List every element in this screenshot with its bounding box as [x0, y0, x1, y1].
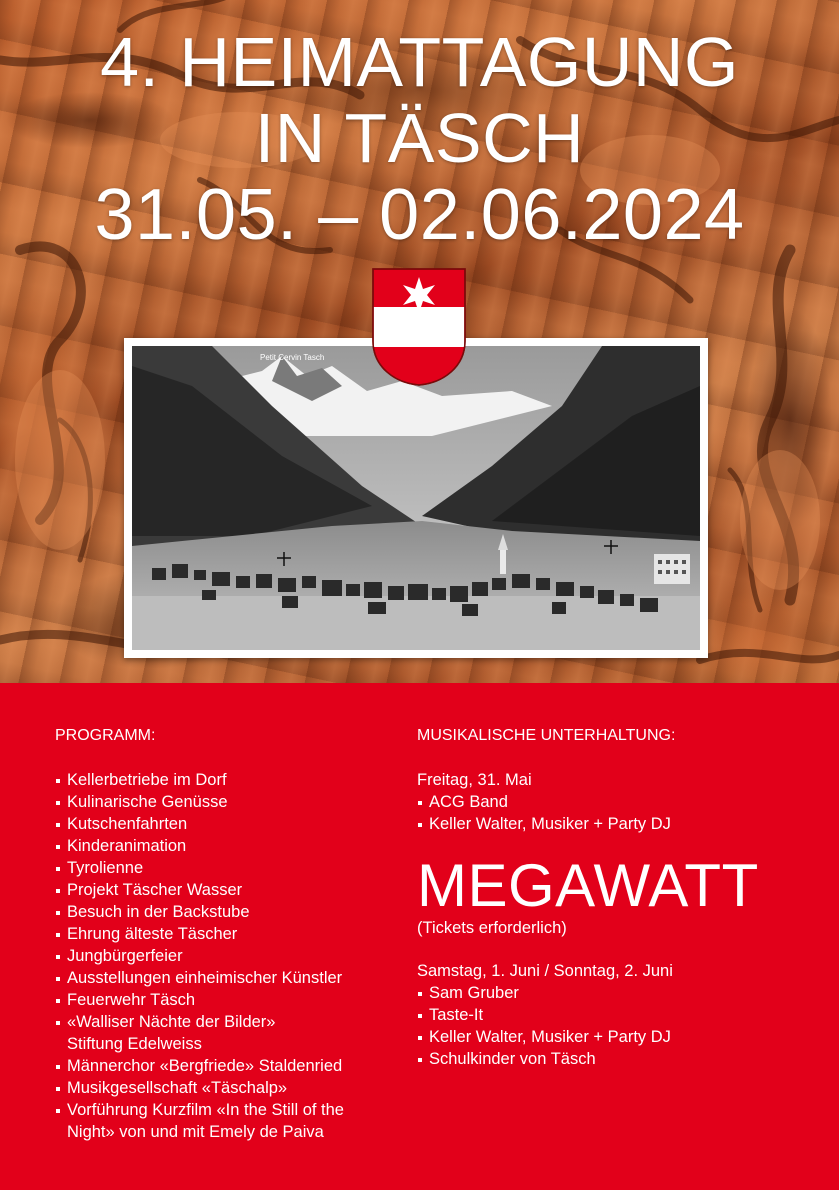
title-line-2: IN TÄSCH	[254, 99, 585, 177]
title-line-1: 4. HEIMATTAGUNG	[100, 23, 739, 101]
list-item: Männerchor «Bergfriede» Staldenried	[55, 1055, 344, 1077]
list-item: Tyrolienne	[55, 857, 344, 879]
program-heading: PROGRAMM:	[55, 727, 156, 744]
program-panel	[0, 683, 839, 1190]
event-dates: 31.05. – 02.06.2024	[94, 175, 745, 255]
list-item-continuation: Stiftung Edelweiss	[67, 1035, 202, 1053]
list-item: Jungbürgerfeier	[55, 945, 344, 967]
village-photo-illustration	[132, 346, 700, 650]
list-item: Ehrung älteste Täscher	[55, 923, 344, 945]
friday-acts-list	[417, 791, 671, 835]
list-item: Projekt Täscher Wasser	[55, 879, 344, 901]
list-item: Taste-It	[417, 1004, 671, 1026]
list-item: Keller Walter, Musiker + Party DJ	[417, 813, 671, 835]
list-item: Musikgesellschaft «Täschalp»	[55, 1077, 344, 1099]
day-weekend-label: Samstag, 1. Juni / Sonntag, 2. Juni	[417, 962, 673, 980]
list-item: ACG Band	[417, 791, 671, 813]
list-item: Sam Gruber	[417, 982, 671, 1004]
list-item: Kulinarische Genüsse	[55, 791, 344, 813]
list-item: Feuerwehr Täsch	[55, 989, 344, 1011]
weekend-acts-list	[417, 982, 671, 1070]
music-heading: MUSIKALISCHE UNTERHALTUNG:	[417, 727, 676, 744]
list-item	[55, 1099, 344, 1143]
list-item-text: «Walliser Nächte der Bilder»	[67, 1013, 276, 1031]
program-list	[55, 769, 344, 1143]
list-item: Kellerbetriebe im Dorf	[55, 769, 344, 791]
list-item-text: Vorführung Kurzfilm «In the Still of the	[67, 1101, 344, 1119]
headliner-note: (Tickets erforderlich)	[417, 919, 567, 937]
coat-of-arms-icon	[371, 267, 467, 387]
photo-caption: Petit Cervin Tasch	[260, 353, 325, 362]
list-item: Kinderanimation	[55, 835, 344, 857]
day-friday-label: Freitag, 31. Mai	[417, 771, 532, 789]
list-item: Ausstellungen einheimischer Künstler	[55, 967, 344, 989]
list-item-continuation: Night» von und mit Emely de Paiva	[67, 1123, 324, 1141]
list-item: Kutschenfahrten	[55, 813, 344, 835]
headliner-title: MEGAWATT	[417, 852, 759, 919]
list-item: Schulkinder von Täsch	[417, 1048, 671, 1070]
list-item	[55, 1011, 344, 1055]
list-item: Besuch in der Backstube	[55, 901, 344, 923]
list-item: Keller Walter, Musiker + Party DJ	[417, 1026, 671, 1048]
